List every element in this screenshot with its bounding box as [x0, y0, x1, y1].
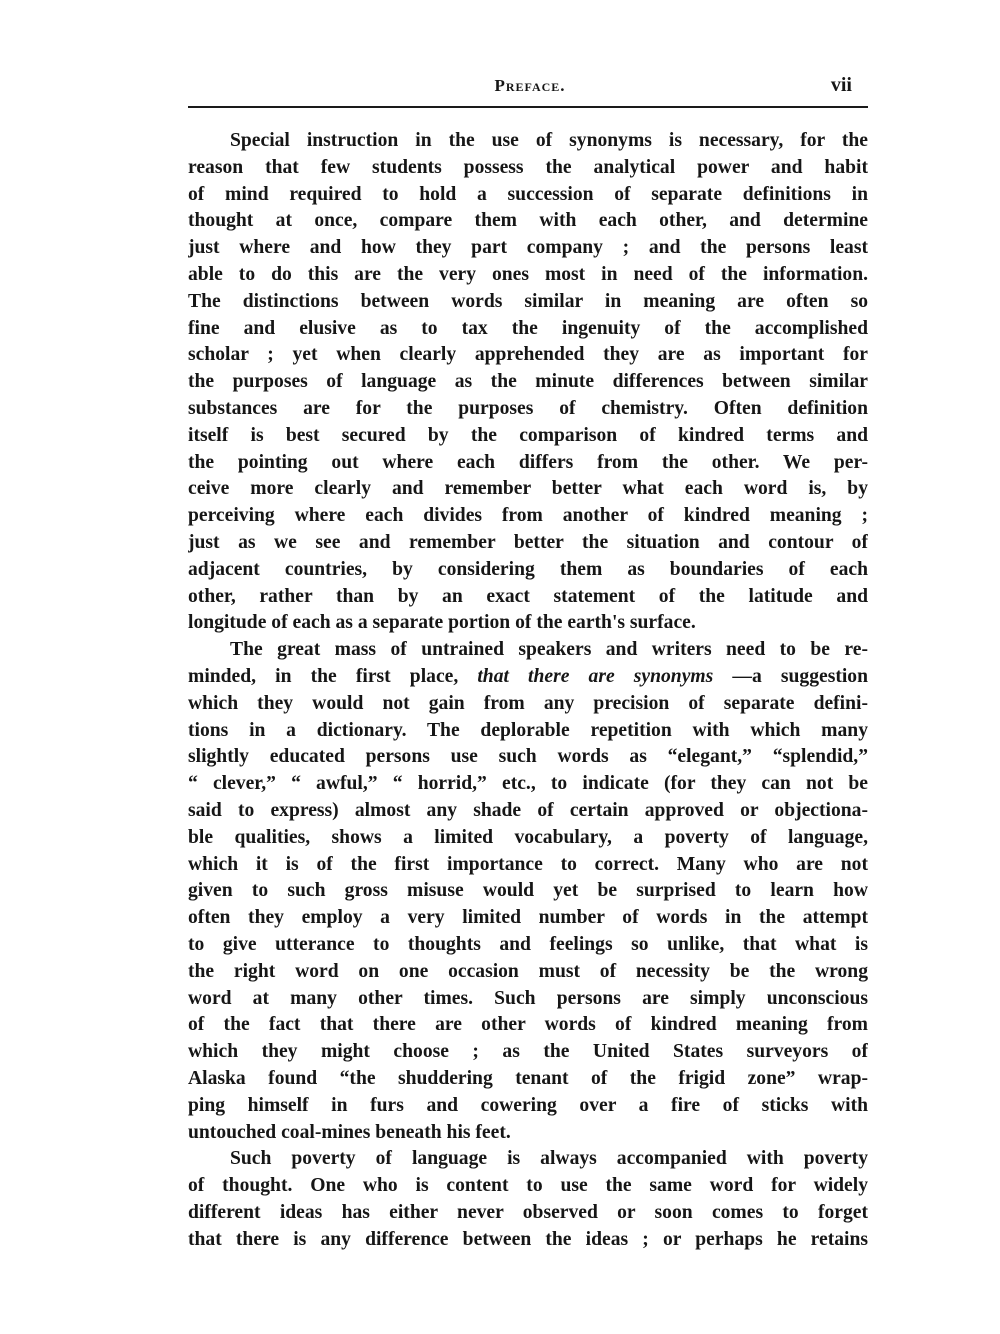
text-line: scholar ; yet when clearly apprehended they are as important for — [188, 344, 868, 366]
text-line — [188, 663, 868, 690]
text-line: tions in a dictionary. The deplorable repetition with which many — [188, 719, 868, 741]
text-line: longitude of each as a separate portion of the earth's surface. — [188, 612, 696, 634]
text-line: the pointing out where each differs from the other. We per- — [188, 451, 868, 473]
text-line: said to express) almost any shade of certain approved or objectiona- — [188, 800, 868, 821]
header-rule — [188, 106, 868, 108]
text-line: word at many other times. Such persons are simply unconscious — [188, 987, 868, 1009]
text-line: ceive more clearly and remember better what each word is, by — [188, 478, 868, 500]
text-line: The great mass of untrained speakers and writers need to be re- — [230, 639, 868, 661]
text-line: to give utterance to thoughts and feelings so unlike, that what is — [188, 934, 868, 955]
text-line: just as we see and remember better the situation and contour of — [188, 532, 868, 553]
text-line: Alaska found “the shuddering tenant of the frigid zone” wrap- — [188, 1068, 868, 1089]
text-line: of thought. One who is content to use the same word for widely — [188, 1175, 868, 1197]
text-line: adjacent countries, by considering them as boundaries of each — [188, 558, 868, 580]
text-line: reason that few students possess the analytical power and habit — [188, 156, 868, 178]
text-line: of mind required to hold a succession of separate definitions in — [188, 183, 868, 205]
text-line: ping himself in furs and cowering over a fire of sticks with — [188, 1094, 868, 1116]
text-line: that there is any difference between the ideas ; or perhaps he retains — [188, 1228, 868, 1250]
italic-phrase: that there are synonyms — [477, 666, 714, 687]
text-line: itself is best secured by the comparison of kindred terms and — [188, 424, 868, 446]
text-line: of the fact that there are other words of kindred meaning from — [188, 1014, 868, 1036]
text-line: slightly educated persons use such words as “elegant,” “splendid,” — [188, 746, 868, 768]
text-line: substances are for the purposes of chemistry. Often definition — [188, 398, 868, 419]
header-title: Preface. — [494, 76, 566, 95]
text-segment: —a suggestion — [713, 666, 868, 687]
text-line: Such poverty of language is always accompanied with poverty — [230, 1148, 868, 1170]
text-line: other, rather than by an exact statement of the latitude and — [188, 585, 868, 607]
text-line: just where and how they part company ; and the persons least — [188, 237, 868, 259]
page-number: vii — [830, 74, 852, 96]
text-line: perceiving where each divides from another of kindred meaning ; — [188, 505, 868, 527]
text-line: ble qualities, shows a limited vocabulary, a poverty of language, — [188, 826, 868, 848]
text-line: Special instruction in the use of synonyms is necessary, for the — [230, 130, 868, 151]
text-line: fine and elusive as to tax the ingenuity of the accomplished — [188, 317, 868, 339]
text-line: different ideas has either never observed or soon comes to forget — [188, 1202, 868, 1223]
text-line: given to such gross misuse would yet be surprised to learn how — [188, 880, 868, 902]
text-line: the purposes of language as the minute differences between similar — [188, 371, 868, 393]
text-line: which they might choose ; as the United States surveyors of — [188, 1041, 868, 1063]
text-line: the right word on one occasion must of necessity be the wrong — [188, 960, 868, 982]
text-line: “ clever,” “ awful,” “ horrid,” etc., to indicate (for they can not be — [188, 773, 868, 795]
text-line: which it is of the first importance to correct. Many who are not — [188, 853, 868, 875]
text-line: able to do this are the very ones most in need of the information. — [188, 264, 868, 285]
text-line: which they would not gain from any precision of separate defini- — [188, 692, 868, 714]
text-line: The distinctions between words similar in meaning are often so — [188, 290, 868, 312]
text-line: untouched coal-mines beneath his feet. — [188, 1121, 511, 1143]
text-segment: minded, in the first place, — [188, 666, 478, 687]
text-line: often they employ a very limited number of words in the attempt — [188, 907, 868, 929]
text-line: thought at once, compare them with each other, and determine — [188, 210, 868, 232]
